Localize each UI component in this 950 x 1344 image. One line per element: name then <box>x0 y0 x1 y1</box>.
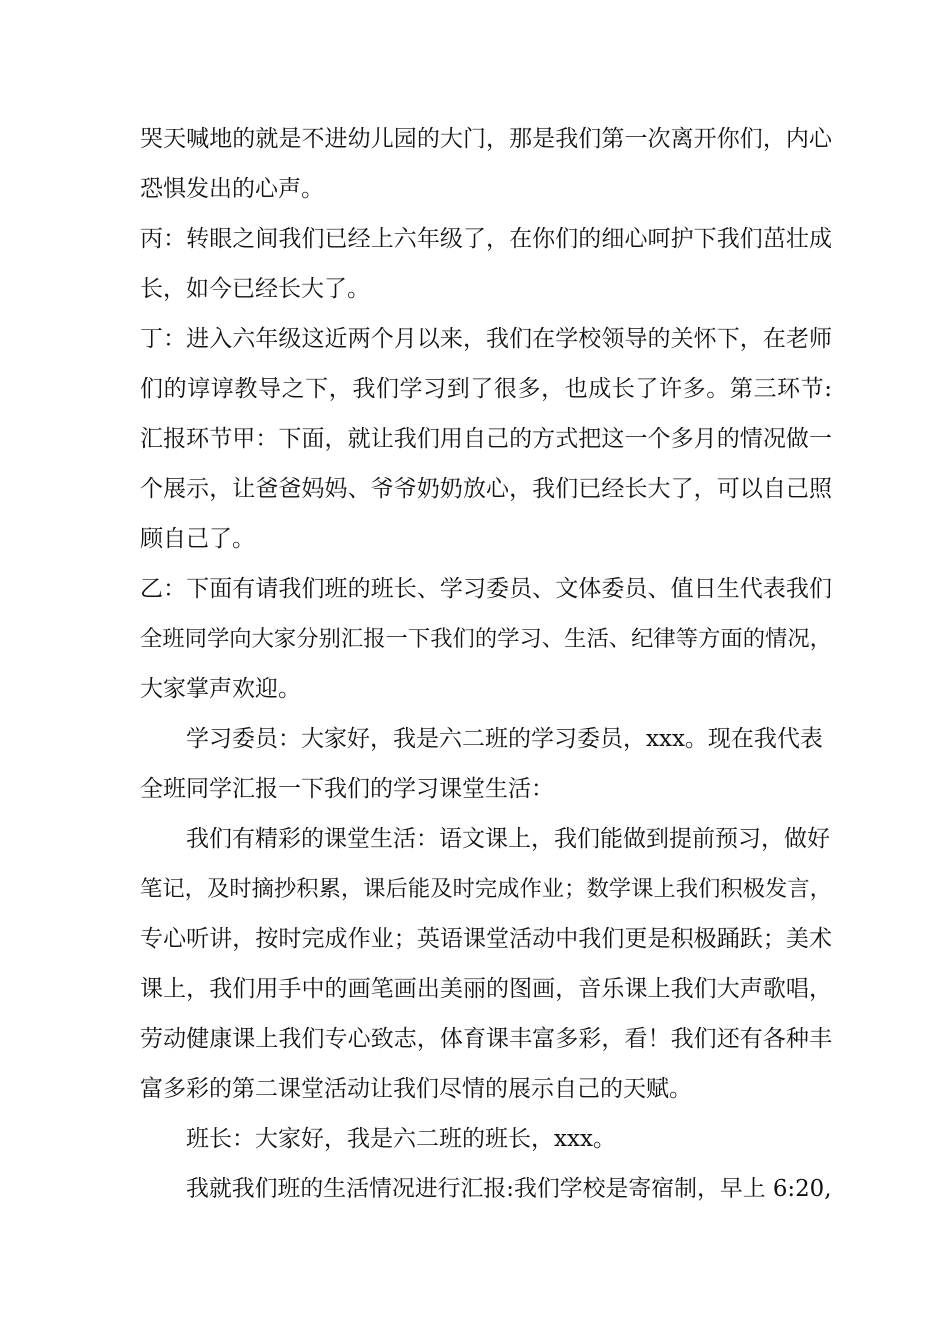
text-line: 劳动健康课上我们专心致志，体育课丰富多彩，看！我们还有各种丰 <box>140 1026 832 1052</box>
text-line: 学习委员：大家好，我是六二班的学习委员，xxx。现在我代表 <box>186 726 823 752</box>
text-line: 全班同学向大家分别汇报一下我们的学习、生活、纪律等方面的情况， <box>140 626 832 652</box>
text-line: 班长：大家好，我是六二班的班长，xxx。 <box>186 1126 616 1152</box>
text-line: 汇报环节甲：下面，就让我们用自己的方式把这一个多月的情况做一 <box>140 426 832 452</box>
text-line: 全班同学汇报一下我们的学习课堂生活： <box>140 776 554 802</box>
text-line: 顾自己了。 <box>140 526 255 552</box>
text-line: 大家掌声欢迎。 <box>140 676 301 702</box>
text-line: 课上，我们用手中的画笔画出美丽的图画，音乐课上我们大声歌唱， <box>140 976 832 1002</box>
text-line: 恐惧发出的心声。 <box>140 176 324 202</box>
text-line: 们的谆谆教导之下，我们学习到了很多，也成长了许多。第三环节: <box>140 376 832 402</box>
text-line: 丙：转眼之间我们已经上六年级了，在你们的细心呵护下我们茁壮成 <box>140 226 832 252</box>
text-line: 我们有精彩的课堂生活：语文课上，我们能做到提前预习，做好 <box>186 826 830 852</box>
text-line: 个展示，让爸爸妈妈、爷爷奶奶放心，我们已经长大了，可以自己照 <box>140 476 832 502</box>
text-line: 哭天喊地的就是不进幼儿园的大门，那是我们第一次离开你们，内心 <box>140 126 832 152</box>
text-line: 富多彩的第二课堂活动让我们尽情的展示自己的天赋。 <box>140 1076 692 1102</box>
text-line: 乙：下面有请我们班的班长、学习委员、文体委员、值日生代表我们 <box>140 576 832 602</box>
text-line: 专心听讲，按时完成作业；英语课堂活动中我们更是积极踊跃；美术 <box>140 926 832 952</box>
text-line: 我就我们班的生活情况进行汇报:我们学校是寄宿制，早上 6:20, <box>186 1176 832 1202</box>
text-line: 丁：进入六年级这近两个月以来，我们在学校领导的关怀下，在老师 <box>140 326 832 352</box>
text-line: 长，如今已经长大了。 <box>140 276 370 302</box>
text-line: 笔记，及时摘抄积累，课后能及时完成作业；数学课上我们积极发言， <box>140 876 832 902</box>
